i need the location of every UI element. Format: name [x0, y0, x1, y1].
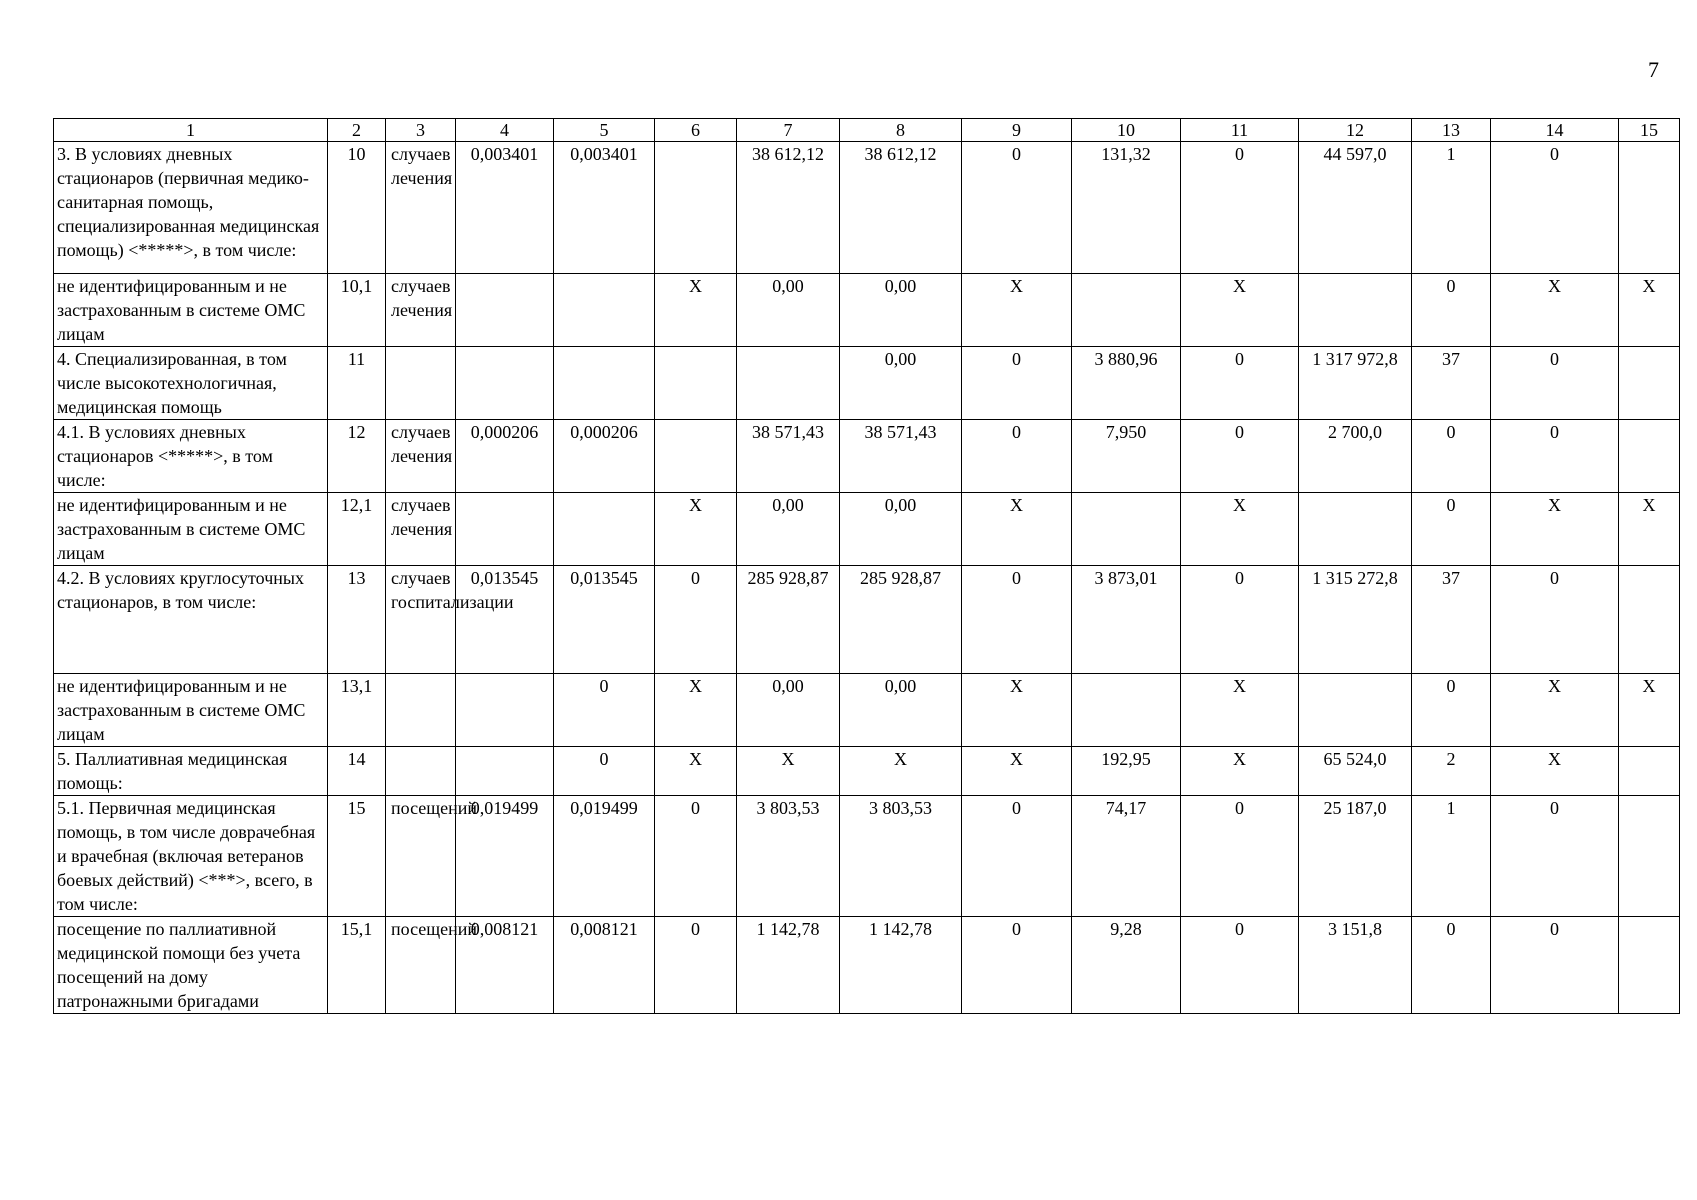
table-cell [1619, 917, 1680, 1014]
column-header: 10 [1072, 119, 1181, 142]
table-cell [1299, 674, 1412, 747]
table-cell: 3 880,96 [1072, 347, 1181, 420]
table-cell: X [840, 747, 962, 796]
unit-cell [386, 674, 456, 747]
unit-cell: случаев лечения [386, 274, 456, 347]
data-table [53, 118, 1680, 1014]
table-cell [554, 274, 655, 347]
table-cell [554, 347, 655, 420]
table-row [54, 674, 1680, 747]
table-cell: X [1181, 493, 1299, 566]
column-header: 3 [386, 119, 456, 142]
table-cell [456, 347, 554, 420]
table-cell: X [962, 747, 1072, 796]
table-cell: 14 [328, 747, 386, 796]
table-cell: 0,00 [840, 674, 962, 747]
table-cell: 0,000206 [456, 420, 554, 493]
unit-cell: случаев лечения [386, 142, 456, 274]
table-cell: 0,003401 [456, 142, 554, 274]
table-cell: 0,019499 [456, 796, 554, 917]
table-cell: X [962, 493, 1072, 566]
table-row [54, 747, 1680, 796]
table-cell [456, 493, 554, 566]
table-row [54, 420, 1680, 493]
table-cell: 74,17 [1072, 796, 1181, 917]
table-cell [1299, 274, 1412, 347]
table-cell: 12 [328, 420, 386, 493]
table-row [54, 493, 1680, 566]
table-cell: 9,28 [1072, 917, 1181, 1014]
table-cell: 0,00 [840, 347, 962, 420]
table-cell [737, 347, 840, 420]
table-cell: 0 [1491, 347, 1619, 420]
table-cell [456, 274, 554, 347]
table-cell: 38 612,12 [737, 142, 840, 274]
column-header: 8 [840, 119, 962, 142]
row-label: 4. Специализированная, в том числе высокотехнологичная, медицинская помощь [54, 347, 328, 420]
table-cell [1619, 566, 1680, 674]
table-cell: 3 803,53 [840, 796, 962, 917]
table-cell: 0,019499 [554, 796, 655, 917]
table-cell: 2 700,0 [1299, 420, 1412, 493]
table-row [54, 347, 1680, 420]
table-cell: 0 [554, 747, 655, 796]
table-cell: 11 [328, 347, 386, 420]
row-label: 5.1. Первичная медицинская помощь, в том числе доврачебная и врачебная (включая ветеранов боевых действий) <***>, всего, в том числе: [54, 796, 328, 917]
table-cell: X [1491, 747, 1619, 796]
table-cell: 131,32 [1072, 142, 1181, 274]
row-label: не идентифицированным и не застрахованным в системе ОМС лицам [54, 274, 328, 347]
table-cell: 0 [1181, 142, 1299, 274]
table-cell: 15,1 [328, 917, 386, 1014]
table-cell: 13,1 [328, 674, 386, 747]
row-label: не идентифицированным и не застрахованным в системе ОМС лицам [54, 674, 328, 747]
table-cell: X [1619, 493, 1680, 566]
table-cell: 1 [1412, 796, 1491, 917]
table-cell: 0,013545 [554, 566, 655, 674]
table-cell: 0 [1412, 493, 1491, 566]
table-cell: X [962, 674, 1072, 747]
column-header: 2 [328, 119, 386, 142]
table-cell: 0 [1412, 674, 1491, 747]
table-cell: 10,1 [328, 274, 386, 347]
table-cell: 1 142,78 [737, 917, 840, 1014]
column-header: 14 [1491, 119, 1619, 142]
table-cell: 0,00 [840, 493, 962, 566]
table-cell: 2 [1412, 747, 1491, 796]
row-label: 5. Паллиативная медицинская помощь: [54, 747, 328, 796]
table-cell: X [962, 274, 1072, 347]
table-cell: 0,00 [737, 274, 840, 347]
table-cell [655, 347, 737, 420]
table-cell: 192,95 [1072, 747, 1181, 796]
column-number-row [54, 119, 1680, 142]
table-cell: 37 [1412, 347, 1491, 420]
column-header: 15 [1619, 119, 1680, 142]
table-cell: 0 [962, 142, 1072, 274]
row-label: посещение по паллиативной медицинской помощи без учета посещений на дому патронажными бригадами [54, 917, 328, 1014]
table-cell [1619, 747, 1680, 796]
table-cell: X [655, 493, 737, 566]
table-cell: 0 [1181, 917, 1299, 1014]
table-cell: 0 [962, 420, 1072, 493]
unit-cell: случаев госпитализации [386, 566, 456, 674]
table-row [54, 274, 1680, 347]
table-row [54, 566, 1680, 674]
table-cell: 0 [1181, 420, 1299, 493]
table-cell: 0,000206 [554, 420, 655, 493]
table-cell: 0 [655, 796, 737, 917]
table-cell [1619, 142, 1680, 274]
table-cell: 3 151,8 [1299, 917, 1412, 1014]
table-cell: 0 [1412, 917, 1491, 1014]
table-cell: 0 [962, 566, 1072, 674]
table-cell [1619, 347, 1680, 420]
column-header: 7 [737, 119, 840, 142]
table-cell: X [655, 747, 737, 796]
column-header: 4 [456, 119, 554, 142]
table-cell: 7,950 [1072, 420, 1181, 493]
table-cell: X [1491, 274, 1619, 347]
table-cell: X [737, 747, 840, 796]
table-cell: 285 928,87 [737, 566, 840, 674]
table-cell: 0 [962, 796, 1072, 917]
column-header: 13 [1412, 119, 1491, 142]
table-cell: 0,003401 [554, 142, 655, 274]
table-cell: 0,008121 [456, 917, 554, 1014]
table-cell: 38 571,43 [737, 420, 840, 493]
table-cell [1619, 420, 1680, 493]
table-cell: X [1181, 747, 1299, 796]
table-cell: 10 [328, 142, 386, 274]
table-cell: X [655, 274, 737, 347]
table-cell: 0 [1412, 274, 1491, 347]
table-cell: 37 [1412, 566, 1491, 674]
table-cell: 1 315 272,8 [1299, 566, 1412, 674]
table-cell: 0 [1491, 796, 1619, 917]
table-cell: 25 187,0 [1299, 796, 1412, 917]
table-cell: X [1181, 274, 1299, 347]
table-cell: 38 612,12 [840, 142, 962, 274]
table-cell [554, 493, 655, 566]
column-header: 6 [655, 119, 737, 142]
table-cell: 0 [962, 917, 1072, 1014]
table-cell: X [655, 674, 737, 747]
unit-cell: посещений [386, 796, 456, 917]
table-cell: X [1491, 493, 1619, 566]
table-cell: 3 803,53 [737, 796, 840, 917]
table-row [54, 917, 1680, 1014]
row-label: 4.2. В условиях круглосуточных стационаров, в том числе: [54, 566, 328, 674]
table-cell: 1 142,78 [840, 917, 962, 1014]
table-row [54, 796, 1680, 917]
table-cell: 65 524,0 [1299, 747, 1412, 796]
table-cell: 0 [1491, 142, 1619, 274]
row-label: не идентифицированным и не застрахованным в системе ОМС лицам [54, 493, 328, 566]
unit-cell: случаев лечения [386, 420, 456, 493]
table-cell: 0 [554, 674, 655, 747]
table-cell: 44 597,0 [1299, 142, 1412, 274]
table-cell: 3 873,01 [1072, 566, 1181, 674]
page-number: 7 [1648, 57, 1659, 82]
table-cell [655, 420, 737, 493]
table-cell: 0,013545 [456, 566, 554, 674]
table-cell [1619, 796, 1680, 917]
table-cell: 0 [1491, 917, 1619, 1014]
unit-cell: посещений [386, 917, 456, 1014]
table-cell: 12,1 [328, 493, 386, 566]
table-cell: 285 928,87 [840, 566, 962, 674]
table-cell: 0 [1491, 566, 1619, 674]
row-label: 3. В условиях дневных стационаров (первичная медико-санитарная помощь, специализированная медицинская помощь) <*****>, в том числе: [54, 142, 328, 274]
unit-cell [386, 347, 456, 420]
table-cell: X [1491, 674, 1619, 747]
row-label: 4.1. В условиях дневных стационаров <*****>, в том числе: [54, 420, 328, 493]
table-cell: 38 571,43 [840, 420, 962, 493]
table-cell: X [1619, 274, 1680, 347]
table-cell [1072, 493, 1181, 566]
table-cell: 0,008121 [554, 917, 655, 1014]
table-cell: 1 317 972,8 [1299, 347, 1412, 420]
table-cell: 0 [1491, 420, 1619, 493]
table-cell: 15 [328, 796, 386, 917]
table-cell: 0 [1181, 347, 1299, 420]
table-cell: 13 [328, 566, 386, 674]
table-cell [456, 747, 554, 796]
unit-cell: случаев лечения [386, 493, 456, 566]
table-cell: 0 [962, 347, 1072, 420]
column-header: 5 [554, 119, 655, 142]
table-cell: 0 [655, 566, 737, 674]
column-header: 1 [54, 119, 328, 142]
table-cell [655, 142, 737, 274]
column-header: 12 [1299, 119, 1412, 142]
table-cell: 0,00 [840, 274, 962, 347]
table-body [54, 119, 1680, 1014]
table-cell: X [1619, 674, 1680, 747]
table-cell [456, 674, 554, 747]
table-row [54, 142, 1680, 274]
table-cell: 0,00 [737, 493, 840, 566]
table-cell: 0 [1181, 566, 1299, 674]
unit-cell [386, 747, 456, 796]
table-cell: 0 [1181, 796, 1299, 917]
column-header: 9 [962, 119, 1072, 142]
table-cell: 0,00 [737, 674, 840, 747]
table-cell: X [1181, 674, 1299, 747]
table-cell [1072, 674, 1181, 747]
table-cell: 0 [1412, 420, 1491, 493]
table-cell [1072, 274, 1181, 347]
column-header: 11 [1181, 119, 1299, 142]
table-cell: 0 [655, 917, 737, 1014]
table-cell: 1 [1412, 142, 1491, 274]
table-cell [1299, 493, 1412, 566]
